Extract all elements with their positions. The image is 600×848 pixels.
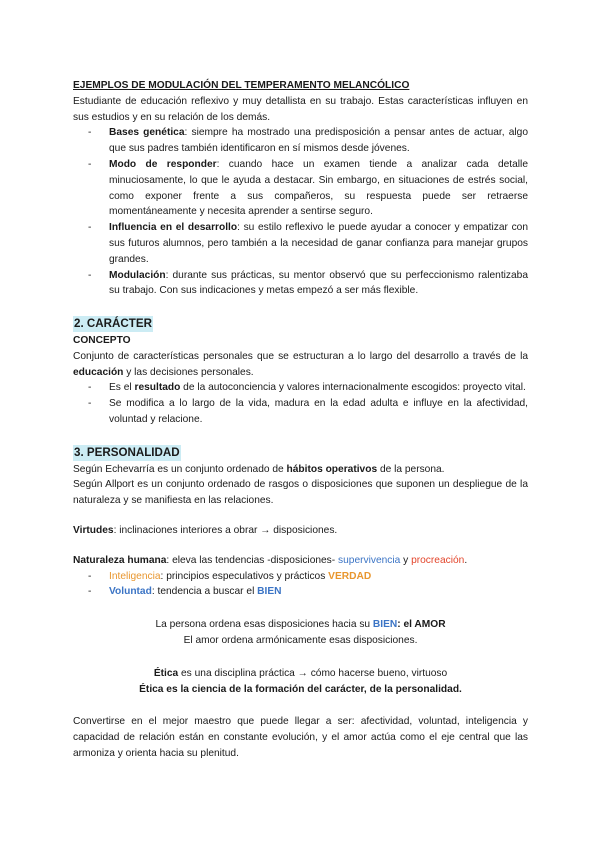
section2-definition: Conjunto de características personales que se estructuran a lo largo del desarrollo a través de la educación y las decisiones personales. — [73, 350, 528, 378]
section2-list — [73, 380, 528, 427]
dash-bullet: - — [88, 158, 92, 170]
section1-list — [73, 125, 528, 299]
list-item: - Voluntad: tendencia a buscar el BIEN — [73, 584, 528, 600]
section3-faculties-list — [73, 569, 528, 601]
centered-amor-line: La persona ordena esas disposiciones hacia su BIEN: el AMOR — [155, 619, 446, 631]
section3-virtudes: Virtudes: inclinaciones interiores a obrar → disposiciones. — [73, 524, 338, 536]
dash-bullet: - — [88, 398, 92, 410]
dash-bullet: - — [88, 127, 92, 139]
dash-bullet: - — [88, 269, 92, 281]
section3-conclusion: Convertirse en el mejor maestro que puede llegar a ser: afectividad, voluntad, inteligencia y capacidad de relación están en constante evolución, y el amor actúa como el eje central que las armoniza y orienta hacia su plenitud. — [73, 716, 528, 759]
centered-etica-line-2: Ética es la ciencia de la formación del carácter, de la personalidad. — [139, 683, 462, 695]
list-item: - Se modifica a lo largo de la vida, madura en la edad adulta e influye en la afectividad, voluntad y relacione. — [88, 398, 528, 425]
list-item: - Es el resultado de la autoconciencia y valores internacionalmente escogidos: proyecto vital. — [73, 380, 528, 396]
dash-bullet: - — [88, 586, 92, 598]
document-content — [73, 78, 528, 762]
section1-intro: Estudiante de educación reflexivo y muy detallista en su trabajo. Estas características influyen en sus estudios y en su relación de los demás. — [73, 95, 528, 123]
list-item: - Influencia en el desarrollo: su estilo reflexivo le puede ayudar a conocer y empatizar con sus futuros alumnos, pero también a la necesidad de ganar confianza para manejar grupos grandes. — [88, 222, 528, 265]
section3-naturaleza: Naturaleza humana: eleva las tendencias -disposiciones- supervivencia y procreación. — [73, 554, 468, 566]
dash-bullet: - — [88, 570, 92, 582]
section3-echevarria: Según Echevarría es un conjunto ordenado de hábitos operativos de la persona. — [73, 463, 445, 475]
section2-heading: 2. CARÁCTER — [74, 317, 152, 331]
list-item: - Bases genética: siempre ha mostrado una predisposición a pensar antes de actuar, algo que sus padres también identificaron en sí mismos desde jóvenes. — [88, 127, 528, 155]
centered-amor-line-2: El amor ordena armónicamente esas disposiciones. — [183, 634, 418, 646]
section1-title: EJEMPLOS DE MODULACIÓN DEL TEMPERAMENTO MELANCÓLICO — [73, 80, 410, 91]
section3-heading: 3. PERSONALIDAD — [74, 445, 180, 459]
list-item: - Modo de responder: cuando hace un examen tiende a analizar cada detalle minuciosamente, lo que le ayuda a destacar. Sin embargo, en situaciones de estrés social, como exponer frente a sus compañeros, su respuesta puede ser retraerse momentáneamente y necesita aprender a sentirse seguro. — [88, 158, 528, 218]
list-item: - Inteligencia: principios especulativos y prácticos VERDAD — [73, 569, 528, 585]
centered-etica-line: Ética es una disciplina práctica → cómo hacerse bueno, virtuoso — [153, 667, 448, 679]
list-item: - Modulación: durante sus prácticas, su mentor observó que su perfeccionismo ralentizaba su trabajo. Con sus indicaciones y metas empezó a ser más flexible. — [88, 269, 528, 297]
dash-bullet: - — [88, 222, 92, 234]
dash-bullet: - — [88, 382, 92, 394]
section2-subtitle: CONCEPTO — [73, 334, 131, 346]
section3-allport: Según Allport es un conjunto ordenado de rasgos o disposiciones que suponen un despliegue de la naturaleza y se manifiesta en las relaciones. — [73, 479, 528, 507]
